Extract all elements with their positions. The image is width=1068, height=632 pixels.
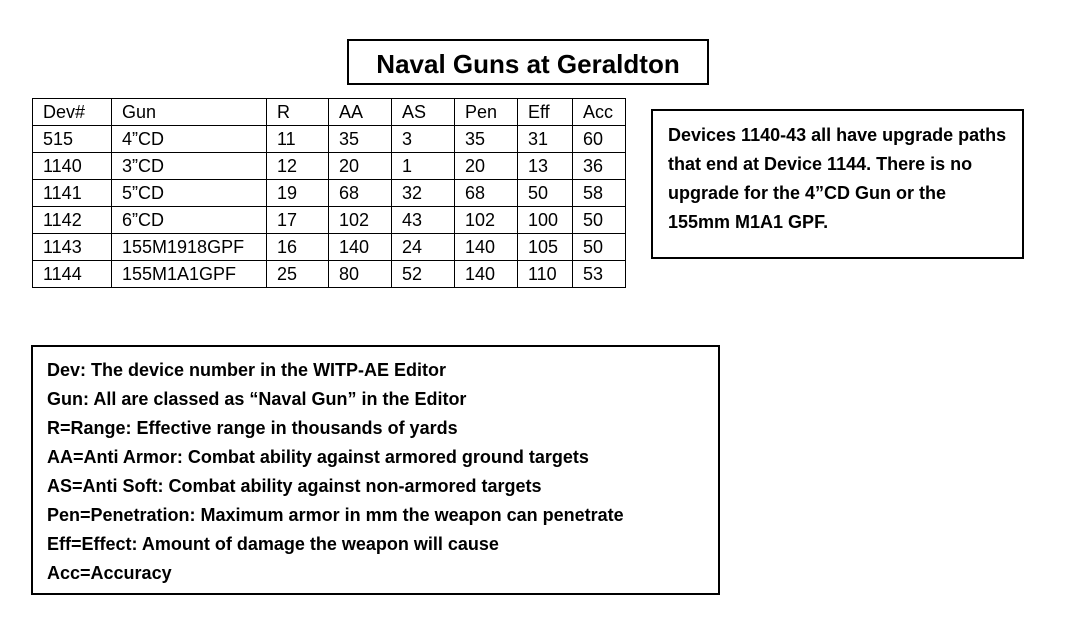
cell-range: 16 [267, 234, 329, 261]
table-row [33, 207, 626, 234]
cell-effect: 50 [518, 180, 573, 207]
cell-accuracy: 36 [573, 153, 626, 180]
header-gun: Gun [112, 99, 267, 126]
cell-penetration: 35 [455, 126, 518, 153]
header-accuracy: Acc [573, 99, 626, 126]
cell-gun: 155M1918GPF [112, 234, 267, 261]
table-row [33, 261, 626, 288]
cell-anti-armor: 102 [329, 207, 392, 234]
cell-dev: 1140 [33, 153, 112, 180]
cell-effect: 105 [518, 234, 573, 261]
cell-effect: 13 [518, 153, 573, 180]
header-range: R [267, 99, 329, 126]
cell-anti-soft: 3 [392, 126, 455, 153]
cell-anti-armor: 140 [329, 234, 392, 261]
cell-dev: 1144 [33, 261, 112, 288]
cell-accuracy: 58 [573, 180, 626, 207]
table-row [33, 153, 626, 180]
cell-anti-soft: 43 [392, 207, 455, 234]
table-row [33, 126, 626, 153]
cell-penetration: 68 [455, 180, 518, 207]
legend-line: R=Range: Effective range in thousands of yards [47, 418, 458, 438]
cell-range: 19 [267, 180, 329, 207]
table-row [33, 234, 626, 261]
legend-line: Pen=Penetration: Maximum armor in mm the weapon can penetrate [47, 505, 624, 525]
cell-dev: 1141 [33, 180, 112, 207]
cell-anti-soft: 52 [392, 261, 455, 288]
cell-accuracy: 60 [573, 126, 626, 153]
legend-line: Eff=Effect: Amount of damage the weapon will cause [47, 534, 499, 554]
header-anti-soft: AS [392, 99, 455, 126]
cell-penetration: 20 [455, 153, 518, 180]
cell-effect: 110 [518, 261, 573, 288]
cell-anti-armor: 20 [329, 153, 392, 180]
table-header-row [33, 99, 626, 126]
cell-gun: 5”CD [112, 180, 267, 207]
cell-penetration: 102 [455, 207, 518, 234]
legend-line: Acc=Accuracy [47, 563, 172, 583]
cell-effect: 100 [518, 207, 573, 234]
cell-range: 12 [267, 153, 329, 180]
legend-box [31, 345, 720, 595]
cell-anti-armor: 68 [329, 180, 392, 207]
legend-line: Dev: The device number in the WITP-AE Editor [47, 360, 447, 380]
cell-gun: 155M1A1GPF [112, 261, 267, 288]
cell-anti-armor: 80 [329, 261, 392, 288]
upgrade-note: Devices 1140-43 all have upgrade paths that end at Device 1144. There is no upgrade for the 4”CD Gun or the 155mm M1A1 GPF. [651, 109, 1024, 259]
cell-anti-soft: 1 [392, 153, 455, 180]
cell-dev: 515 [33, 126, 112, 153]
legend-line: Gun: All are classed as “Naval Gun” in the Editor [47, 389, 467, 409]
page-title: Naval Guns at Geraldton [347, 39, 709, 85]
cell-gun: 4”CD [112, 126, 267, 153]
cell-range: 17 [267, 207, 329, 234]
cell-dev: 1142 [33, 207, 112, 234]
header-effect: Eff [518, 99, 573, 126]
table-row [33, 180, 626, 207]
header-anti-armor: AA [329, 99, 392, 126]
header-dev: Dev# [33, 99, 112, 126]
table-body [33, 126, 626, 288]
cell-penetration: 140 [455, 261, 518, 288]
cell-range: 25 [267, 261, 329, 288]
naval-guns-table [32, 98, 626, 288]
cell-penetration: 140 [455, 234, 518, 261]
cell-gun: 6”CD [112, 207, 267, 234]
cell-range: 11 [267, 126, 329, 153]
cell-dev: 1143 [33, 234, 112, 261]
legend-line: AA=Anti Armor: Combat ability against armored ground targets [47, 447, 589, 467]
cell-anti-soft: 24 [392, 234, 455, 261]
cell-anti-soft: 32 [392, 180, 455, 207]
cell-accuracy: 50 [573, 234, 626, 261]
cell-anti-armor: 35 [329, 126, 392, 153]
header-penetration: Pen [455, 99, 518, 126]
cell-gun: 3”CD [112, 153, 267, 180]
legend-line: AS=Anti Soft: Combat ability against non-armored targets [47, 476, 542, 496]
cell-accuracy: 53 [573, 261, 626, 288]
cell-accuracy: 50 [573, 207, 626, 234]
cell-effect: 31 [518, 126, 573, 153]
